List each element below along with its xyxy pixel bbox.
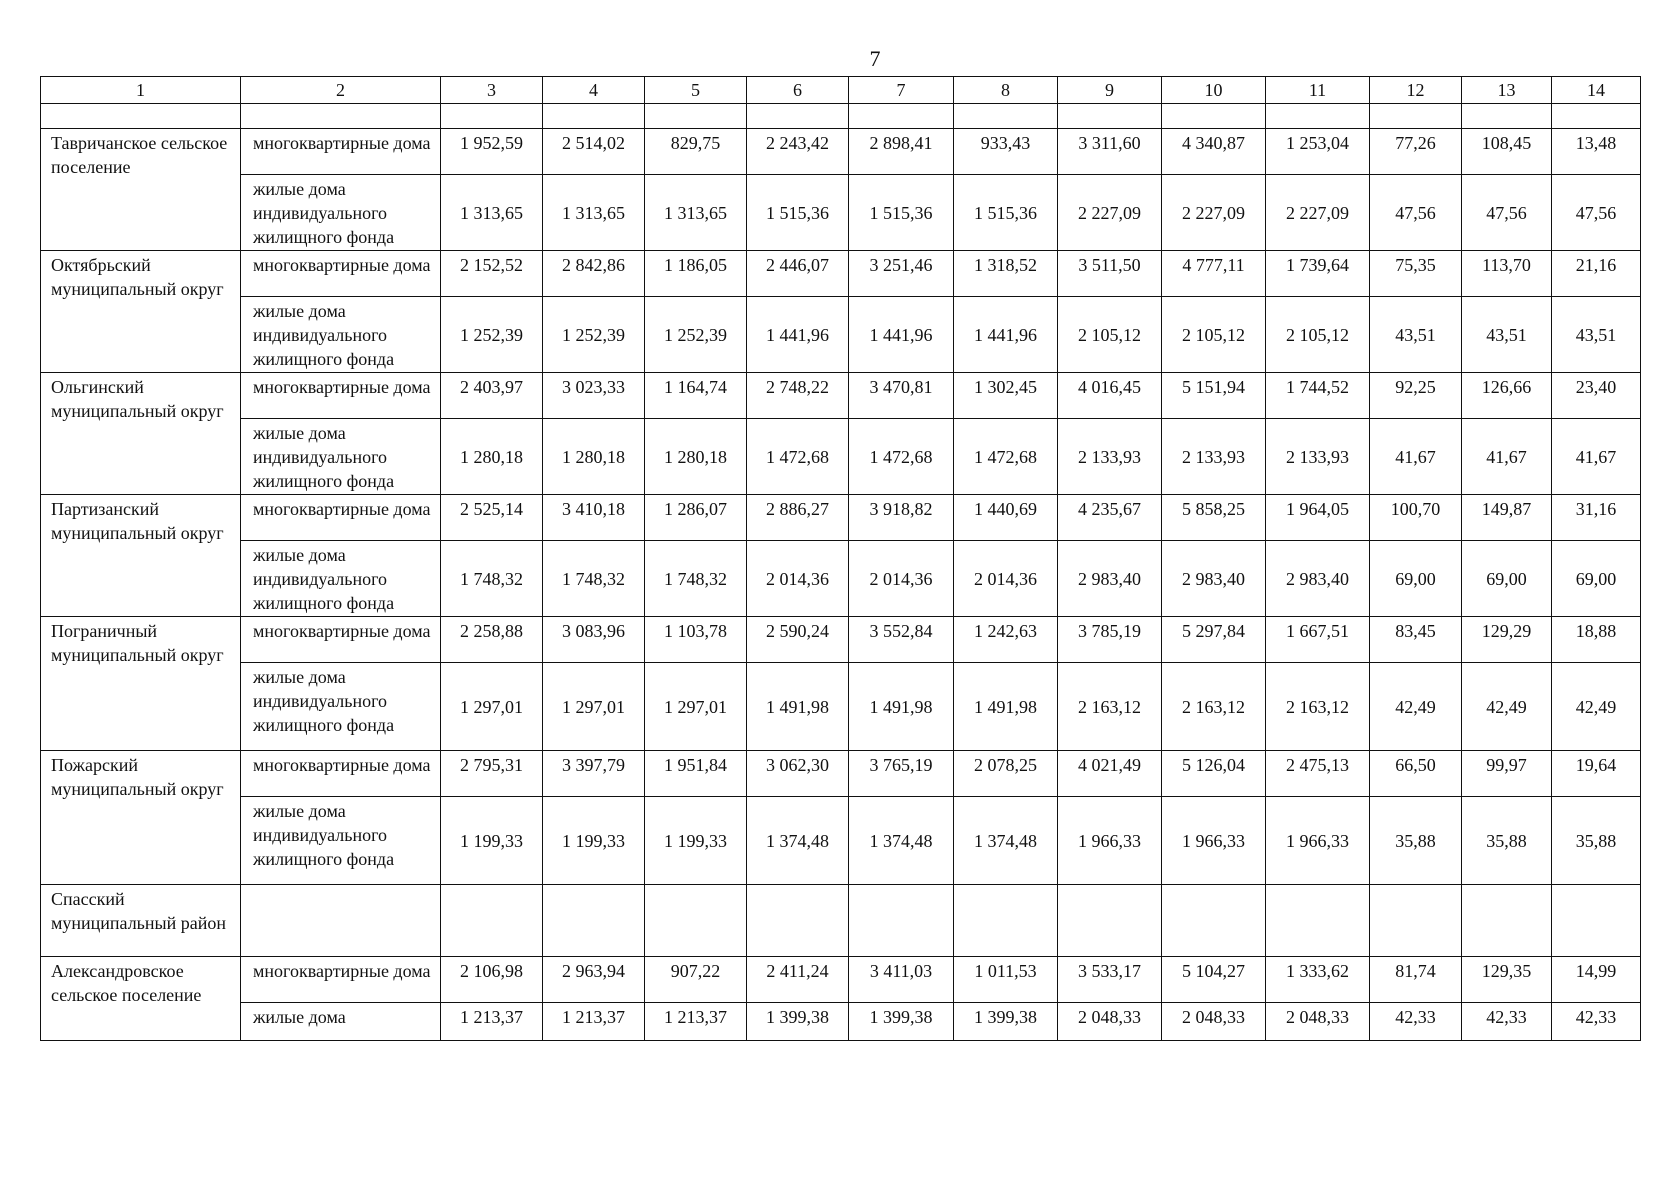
value-cell: 126,66	[1462, 373, 1552, 419]
value-cell: 14,99	[1552, 957, 1641, 1003]
housing-type: многоквартирные дома	[241, 495, 441, 541]
empty-cell	[645, 885, 747, 957]
value-cell: 100,70	[1370, 495, 1462, 541]
value-cell: 5 104,27	[1162, 957, 1266, 1003]
value-cell: 2 048,33	[1162, 1003, 1266, 1041]
empty-cell	[441, 885, 543, 957]
housing-type: многоквартирные дома	[241, 957, 441, 1003]
value-cell: 2 048,33	[1058, 1003, 1162, 1041]
empty-cell	[241, 885, 441, 957]
value-cell: 1 297,01	[645, 663, 747, 751]
value-cell: 35,88	[1462, 797, 1552, 885]
table-row	[41, 541, 1641, 617]
empty-cell	[849, 104, 954, 129]
value-cell: 1 213,37	[645, 1003, 747, 1041]
value-cell: 907,22	[645, 957, 747, 1003]
value-cell: 1 491,98	[849, 663, 954, 751]
value-cell: 1 441,96	[747, 297, 849, 373]
value-cell: 2 163,12	[1058, 663, 1162, 751]
empty-cell	[1266, 885, 1370, 957]
value-cell: 1 515,36	[849, 175, 954, 251]
value-cell: 2 411,24	[747, 957, 849, 1003]
table-row	[41, 751, 1641, 797]
value-cell: 13,48	[1552, 129, 1641, 175]
empty-cell	[1462, 885, 1552, 957]
value-cell: 5 858,25	[1162, 495, 1266, 541]
value-cell: 2 014,36	[747, 541, 849, 617]
value-cell: 42,49	[1462, 663, 1552, 751]
housing-type: многоквартирные дома	[241, 251, 441, 297]
column-header: 6	[747, 77, 849, 104]
empty-cell	[1058, 104, 1162, 129]
value-cell: 113,70	[1462, 251, 1552, 297]
value-cell: 3 552,84	[849, 617, 954, 663]
value-cell: 41,67	[1552, 419, 1641, 495]
municipality-name: Ольгинский муниципальный округ	[41, 373, 241, 495]
housing-type: многоквартирные дома	[241, 617, 441, 663]
value-cell: 75,35	[1370, 251, 1462, 297]
blank-row	[41, 104, 1641, 129]
table-row	[41, 175, 1641, 251]
value-cell: 1 302,45	[954, 373, 1058, 419]
column-header: 9	[1058, 77, 1162, 104]
value-cell: 3 470,81	[849, 373, 954, 419]
value-cell: 3 023,33	[543, 373, 645, 419]
value-cell: 3 410,18	[543, 495, 645, 541]
value-cell: 1 441,96	[849, 297, 954, 373]
column-header: 7	[849, 77, 954, 104]
value-cell: 4 021,49	[1058, 751, 1162, 797]
value-cell: 3 511,50	[1058, 251, 1162, 297]
value-cell: 42,33	[1462, 1003, 1552, 1041]
value-cell: 4 777,11	[1162, 251, 1266, 297]
value-cell: 42,33	[1370, 1003, 1462, 1041]
value-cell: 66,50	[1370, 751, 1462, 797]
value-cell: 2 163,12	[1266, 663, 1370, 751]
value-cell: 2 243,42	[747, 129, 849, 175]
value-cell: 2 048,33	[1266, 1003, 1370, 1041]
value-cell: 1 399,38	[954, 1003, 1058, 1041]
value-cell: 1 951,84	[645, 751, 747, 797]
value-cell: 47,56	[1552, 175, 1641, 251]
value-cell: 1 313,65	[645, 175, 747, 251]
value-cell: 1 297,01	[441, 663, 543, 751]
value-cell: 2 152,52	[441, 251, 543, 297]
value-cell: 2 163,12	[1162, 663, 1266, 751]
value-cell: 1 472,68	[954, 419, 1058, 495]
empty-cell	[1370, 885, 1462, 957]
table-row	[41, 797, 1641, 885]
municipality-name: Октябрьский муниципальный округ	[41, 251, 241, 373]
empty-cell	[1162, 104, 1266, 129]
value-cell: 2 983,40	[1058, 541, 1162, 617]
value-cell: 149,87	[1462, 495, 1552, 541]
table-row	[41, 251, 1641, 297]
empty-cell	[1552, 885, 1641, 957]
value-cell: 2 227,09	[1162, 175, 1266, 251]
value-cell: 108,45	[1462, 129, 1552, 175]
value-cell: 2 842,86	[543, 251, 645, 297]
empty-cell	[1462, 104, 1552, 129]
value-cell: 1 252,39	[543, 297, 645, 373]
value-cell: 4 340,87	[1162, 129, 1266, 175]
value-cell: 1 399,38	[849, 1003, 954, 1041]
value-cell: 2 795,31	[441, 751, 543, 797]
value-cell: 1 744,52	[1266, 373, 1370, 419]
empty-cell	[41, 104, 241, 129]
value-cell: 2 514,02	[543, 129, 645, 175]
value-cell: 1 440,69	[954, 495, 1058, 541]
value-cell: 3 918,82	[849, 495, 954, 541]
value-cell: 2 227,09	[1266, 175, 1370, 251]
value-cell: 1 748,32	[543, 541, 645, 617]
table-row	[41, 495, 1641, 541]
value-cell: 2 898,41	[849, 129, 954, 175]
table-row	[41, 663, 1641, 751]
value-cell: 2 133,93	[1162, 419, 1266, 495]
value-cell: 1 280,18	[441, 419, 543, 495]
empty-cell	[954, 104, 1058, 129]
value-cell: 129,29	[1462, 617, 1552, 663]
value-cell: 1 966,33	[1162, 797, 1266, 885]
empty-cell	[543, 885, 645, 957]
value-cell: 3 785,19	[1058, 617, 1162, 663]
value-cell: 1 213,37	[441, 1003, 543, 1041]
value-cell: 1 374,48	[954, 797, 1058, 885]
table-row	[41, 957, 1641, 1003]
value-cell: 2 963,94	[543, 957, 645, 1003]
value-cell: 2 886,27	[747, 495, 849, 541]
value-cell: 1 280,18	[645, 419, 747, 495]
municipality-name: Партизанский муниципальный округ	[41, 495, 241, 617]
empty-cell	[1266, 104, 1370, 129]
municipality-name: Спасский муниципальный район	[41, 885, 241, 957]
value-cell: 3 411,03	[849, 957, 954, 1003]
municipality-name: Пограничный муниципальный округ	[41, 617, 241, 751]
housing-type: жилые дома индивидуального жилищного фонда	[241, 297, 441, 373]
value-cell: 1 186,05	[645, 251, 747, 297]
value-cell: 3 311,60	[1058, 129, 1162, 175]
value-cell: 1 011,53	[954, 957, 1058, 1003]
value-cell: 3 533,17	[1058, 957, 1162, 1003]
value-cell: 1 952,59	[441, 129, 543, 175]
value-cell: 81,74	[1370, 957, 1462, 1003]
value-cell: 3 062,30	[747, 751, 849, 797]
housing-type: жилые дома индивидуального жилищного фонда	[241, 419, 441, 495]
table-row	[41, 1003, 1641, 1041]
value-cell: 83,45	[1370, 617, 1462, 663]
value-cell: 1 103,78	[645, 617, 747, 663]
column-header: 2	[241, 77, 441, 104]
value-cell: 77,26	[1370, 129, 1462, 175]
empty-cell	[441, 104, 543, 129]
column-header: 12	[1370, 77, 1462, 104]
column-header: 1	[41, 77, 241, 104]
value-cell: 1 966,33	[1058, 797, 1162, 885]
value-cell: 92,25	[1370, 373, 1462, 419]
value-cell: 43,51	[1462, 297, 1552, 373]
value-cell: 1 667,51	[1266, 617, 1370, 663]
table-row	[41, 373, 1641, 419]
value-cell: 41,67	[1370, 419, 1462, 495]
value-cell: 1 313,65	[543, 175, 645, 251]
value-cell: 1 491,98	[954, 663, 1058, 751]
value-cell: 42,33	[1552, 1003, 1641, 1041]
value-cell: 1 374,48	[747, 797, 849, 885]
column-header: 3	[441, 77, 543, 104]
value-cell: 1 472,68	[849, 419, 954, 495]
municipality-name: Александровское сельское поселение	[41, 957, 241, 1041]
value-cell: 1 515,36	[954, 175, 1058, 251]
value-cell: 18,88	[1552, 617, 1641, 663]
value-cell: 1 252,39	[645, 297, 747, 373]
empty-cell	[645, 104, 747, 129]
value-cell: 1 199,33	[645, 797, 747, 885]
value-cell: 47,56	[1370, 175, 1462, 251]
table-row	[41, 617, 1641, 663]
empty-cell	[747, 885, 849, 957]
value-cell: 2 105,12	[1162, 297, 1266, 373]
value-cell: 2 133,93	[1266, 419, 1370, 495]
value-cell: 1 441,96	[954, 297, 1058, 373]
value-cell: 2 983,40	[1162, 541, 1266, 617]
value-cell: 4 235,67	[1058, 495, 1162, 541]
municipality-name: Пожарский муниципальный округ	[41, 751, 241, 885]
value-cell: 42,49	[1552, 663, 1641, 751]
empty-cell	[849, 885, 954, 957]
tariff-table	[40, 76, 1641, 1041]
value-cell: 1 333,62	[1266, 957, 1370, 1003]
column-header: 5	[645, 77, 747, 104]
value-cell: 42,49	[1370, 663, 1462, 751]
value-cell: 2 446,07	[747, 251, 849, 297]
value-cell: 4 016,45	[1058, 373, 1162, 419]
column-header: 8	[954, 77, 1058, 104]
value-cell: 43,51	[1370, 297, 1462, 373]
value-cell: 35,88	[1370, 797, 1462, 885]
value-cell: 41,67	[1462, 419, 1552, 495]
value-cell: 1 199,33	[441, 797, 543, 885]
value-cell: 829,75	[645, 129, 747, 175]
value-cell: 23,40	[1552, 373, 1641, 419]
empty-cell	[747, 104, 849, 129]
column-header: 4	[543, 77, 645, 104]
value-cell: 5 151,94	[1162, 373, 1266, 419]
empty-cell	[1058, 885, 1162, 957]
value-cell: 5 126,04	[1162, 751, 1266, 797]
value-cell: 69,00	[1462, 541, 1552, 617]
value-cell: 2 590,24	[747, 617, 849, 663]
housing-type: многоквартирные дома	[241, 129, 441, 175]
housing-type: жилые дома индивидуального жилищного фонда	[241, 175, 441, 251]
value-cell: 933,43	[954, 129, 1058, 175]
housing-type: многоквартирные дома	[241, 373, 441, 419]
value-cell: 1 164,74	[645, 373, 747, 419]
housing-type: многоквартирные дома	[241, 751, 441, 797]
value-cell: 1 964,05	[1266, 495, 1370, 541]
value-cell: 1 199,33	[543, 797, 645, 885]
value-cell: 3 251,46	[849, 251, 954, 297]
municipality-name: Тавричанское сельское поселение	[41, 129, 241, 251]
header-row	[41, 77, 1641, 104]
value-cell: 2 983,40	[1266, 541, 1370, 617]
value-cell: 2 475,13	[1266, 751, 1370, 797]
value-cell: 47,56	[1462, 175, 1552, 251]
value-cell: 35,88	[1552, 797, 1641, 885]
column-header: 14	[1552, 77, 1641, 104]
value-cell: 1 399,38	[747, 1003, 849, 1041]
value-cell: 1 280,18	[543, 419, 645, 495]
value-cell: 5 297,84	[1162, 617, 1266, 663]
empty-cell	[543, 104, 645, 129]
value-cell: 1 748,32	[645, 541, 747, 617]
value-cell: 1 491,98	[747, 663, 849, 751]
value-cell: 1 966,33	[1266, 797, 1370, 885]
value-cell: 1 297,01	[543, 663, 645, 751]
value-cell: 1 252,39	[441, 297, 543, 373]
value-cell: 2 525,14	[441, 495, 543, 541]
table-row	[41, 419, 1641, 495]
empty-cell	[954, 885, 1058, 957]
housing-type: жилые дома индивидуального жилищного фонда	[241, 663, 441, 751]
page-number: 7	[869, 46, 881, 71]
value-cell: 3 083,96	[543, 617, 645, 663]
value-cell: 2 106,98	[441, 957, 543, 1003]
value-cell: 1 313,65	[441, 175, 543, 251]
value-cell: 99,97	[1462, 751, 1552, 797]
value-cell: 2 078,25	[954, 751, 1058, 797]
housing-type: жилые дома	[241, 1003, 441, 1041]
empty-cell	[241, 104, 441, 129]
value-cell: 2 105,12	[1266, 297, 1370, 373]
value-cell: 69,00	[1370, 541, 1462, 617]
value-cell: 129,35	[1462, 957, 1552, 1003]
empty-cell	[1552, 104, 1641, 129]
value-cell: 2 014,36	[954, 541, 1058, 617]
value-cell: 1 213,37	[543, 1003, 645, 1041]
value-cell: 2 227,09	[1058, 175, 1162, 251]
value-cell: 2 258,88	[441, 617, 543, 663]
value-cell: 2 105,12	[1058, 297, 1162, 373]
housing-type: жилые дома индивидуального жилищного фонда	[241, 797, 441, 885]
value-cell: 19,64	[1552, 751, 1641, 797]
value-cell: 1 253,04	[1266, 129, 1370, 175]
empty-cell	[1370, 104, 1462, 129]
value-cell: 2 133,93	[1058, 419, 1162, 495]
value-cell: 43,51	[1552, 297, 1641, 373]
value-cell: 1 286,07	[645, 495, 747, 541]
value-cell: 21,16	[1552, 251, 1641, 297]
column-header: 11	[1266, 77, 1370, 104]
value-cell: 1 748,32	[441, 541, 543, 617]
value-cell: 2 748,22	[747, 373, 849, 419]
column-header: 13	[1462, 77, 1552, 104]
value-cell: 31,16	[1552, 495, 1641, 541]
table-row	[41, 885, 1641, 957]
value-cell: 1 472,68	[747, 419, 849, 495]
value-cell: 1 242,63	[954, 617, 1058, 663]
value-cell: 1 374,48	[849, 797, 954, 885]
value-cell: 3 397,79	[543, 751, 645, 797]
value-cell: 1 318,52	[954, 251, 1058, 297]
value-cell: 1 739,64	[1266, 251, 1370, 297]
table-row	[41, 129, 1641, 175]
value-cell: 2 403,97	[441, 373, 543, 419]
value-cell: 69,00	[1552, 541, 1641, 617]
column-header: 10	[1162, 77, 1266, 104]
table-row	[41, 297, 1641, 373]
empty-cell	[1162, 885, 1266, 957]
housing-type: жилые дома индивидуального жилищного фонда	[241, 541, 441, 617]
value-cell: 3 765,19	[849, 751, 954, 797]
value-cell: 1 515,36	[747, 175, 849, 251]
value-cell: 2 014,36	[849, 541, 954, 617]
